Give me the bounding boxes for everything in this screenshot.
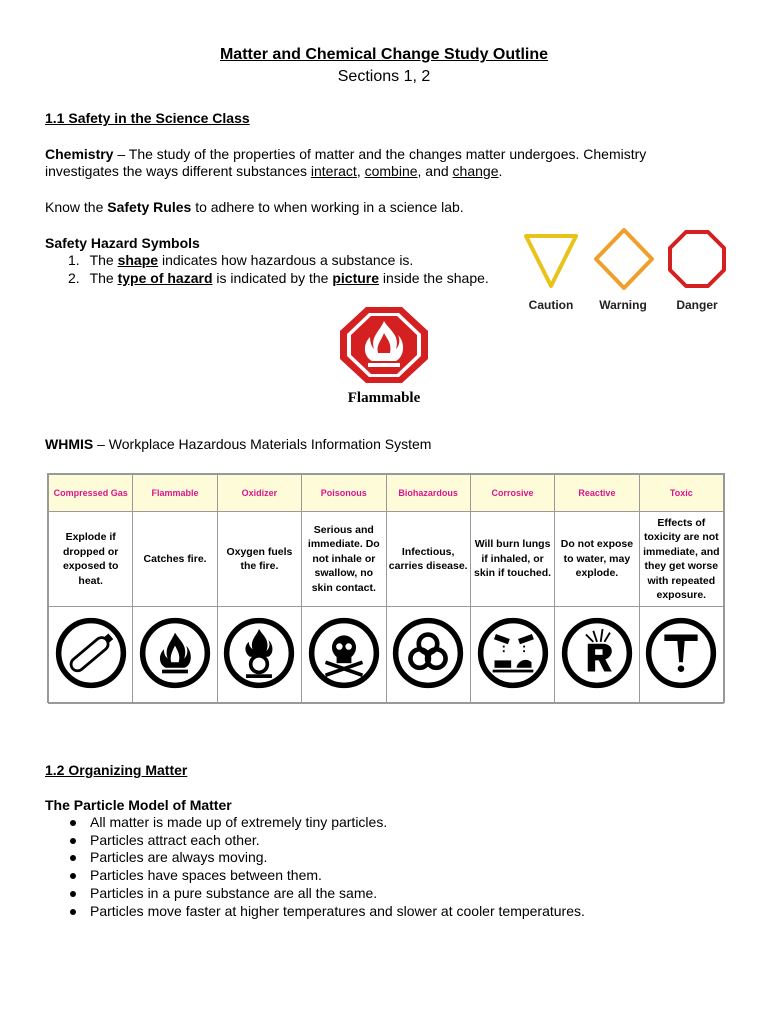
- whmis-header-row: [49, 475, 724, 512]
- section-1-1-heading: 1.1 Safety in the Science Class: [45, 110, 250, 126]
- whmis-icon-cell: [133, 607, 217, 704]
- comma: ,: [356, 163, 365, 179]
- section-1-2-heading: 1.2 Organizing Matter: [45, 762, 188, 778]
- hazard-shapes: [522, 228, 734, 292]
- gas-cylinder-icon: [54, 616, 128, 690]
- whmis-definition: – Workplace Hazardous Materials Information System: [93, 436, 432, 452]
- chemistry-def-2: investigates the ways different substances: [45, 163, 311, 179]
- item-text: indicates how hazardous a substance is.: [158, 252, 414, 268]
- know-prefix: Know the: [45, 199, 108, 215]
- whmis-header-cell: Biohazardous: [386, 475, 470, 512]
- word-interact: interact: [310, 163, 357, 179]
- whmis-description-cell: Oxygen fuels the fire.: [217, 512, 301, 607]
- page-subtitle: Sections 1, 2: [337, 68, 431, 85]
- warning-diamond-icon: [596, 230, 652, 288]
- biohazard-icon: [391, 616, 465, 690]
- whmis-description-cell: Explode if dropped or exposed to heat.: [49, 512, 133, 607]
- safety-rules-line: [45, 199, 464, 217]
- particle-model-list: [45, 814, 585, 920]
- page-title: Matter and Chemical Change Study Outline: [219, 46, 549, 63]
- whmis-header-cell: Toxic: [639, 475, 723, 512]
- caution-label: Caution: [528, 298, 574, 312]
- list-item: Particles move faster at higher temperatures and slower at cooler temperatures.: [45, 903, 585, 921]
- whmis-description-cell: Serious and immediate. Do not inhale or swallow, no skin contact.: [302, 512, 386, 607]
- whmis-header-cell: Flammable: [133, 475, 217, 512]
- hazard-list-item-2: [68, 270, 489, 288]
- toxic-t-icon: [644, 616, 718, 690]
- whmis-header-cell: Corrosive: [470, 475, 554, 512]
- whmis-header-cell: Compressed Gas: [49, 475, 133, 512]
- chemistry-def: – The study of the properties of matter and the changes matter undergoes. Chemistry: [113, 146, 647, 162]
- item-number: 2.: [68, 270, 80, 286]
- whmis-icon-cell: [470, 607, 554, 704]
- skull-crossbones-icon: [307, 616, 381, 690]
- list-item: Particles are always moving.: [45, 849, 585, 867]
- chemistry-definition-line-1: [45, 146, 646, 164]
- keyword-type-of-hazard: type of hazard: [117, 270, 213, 286]
- and-text: , and: [417, 163, 453, 179]
- danger-label: Danger: [676, 298, 718, 312]
- flammable-label: Flammable: [347, 390, 421, 406]
- whmis-description-cell: Catches fire.: [133, 512, 217, 607]
- item-number: 1.: [68, 252, 80, 268]
- item-text: The: [89, 252, 118, 268]
- word-combine: combine: [364, 163, 418, 179]
- item-text: is indicated by the: [212, 270, 333, 286]
- whmis-icon-cell: [386, 607, 470, 704]
- whmis-description-cell: Infectious, carries disease.: [386, 512, 470, 607]
- whmis-icon-cell: [555, 607, 639, 704]
- item-text: inside the shape.: [379, 270, 489, 286]
- flame-over-circle-icon: [222, 616, 296, 690]
- flame-icon: [138, 616, 212, 690]
- keyword-shape: shape: [117, 252, 159, 268]
- whmis-header-cell: Poisonous: [302, 475, 386, 512]
- whmis-line: [45, 436, 431, 454]
- whmis-header-cell: Reactive: [555, 475, 639, 512]
- whmis-icon-cell: [639, 607, 723, 704]
- word-change: change: [452, 163, 499, 179]
- list-item: Particles have spaces between them.: [45, 867, 585, 885]
- know-suffix: to adhere to when working in a science lab.: [191, 199, 464, 215]
- particle-model-heading: The Particle Model of Matter: [45, 797, 232, 813]
- whmis-icon-row: [49, 607, 724, 704]
- corrosive-icon: [476, 616, 550, 690]
- period: .: [498, 163, 503, 179]
- item-text: The: [89, 270, 118, 286]
- safety-rules: Safety Rules: [107, 199, 192, 215]
- whmis-header-cell: Oxidizer: [217, 475, 301, 512]
- hazard-list-item-1: [68, 252, 413, 270]
- keyword-picture: picture: [332, 270, 380, 286]
- chemistry-definition-line-2: [45, 163, 502, 181]
- whmis-icon-cell: [302, 607, 386, 704]
- list-item: Particles in a pure substance are all the same.: [45, 885, 585, 903]
- whmis-term: WHMIS: [45, 436, 94, 452]
- warning-label: Warning: [599, 298, 647, 312]
- flammable-octagon-icon: [338, 305, 430, 385]
- whmis-description-cell: Will burn lungs if inhaled, or skin if touched.: [470, 512, 554, 607]
- list-item: All matter is made up of extremely tiny particles.: [45, 814, 585, 832]
- whmis-description-row: [49, 512, 724, 607]
- list-item: Particles attract each other.: [45, 832, 585, 850]
- whmis-description-cell: Do not expose to water, may explode.: [555, 512, 639, 607]
- chemistry-term: Chemistry: [45, 146, 114, 162]
- danger-octagon-icon: [670, 232, 724, 286]
- safety-hazard-symbols-heading: Safety Hazard Symbols: [45, 235, 200, 251]
- whmis-icon-cell: [217, 607, 301, 704]
- caution-triangle-icon: [526, 236, 576, 286]
- whmis-description-cell: Effects of toxicity are not immediate, and they get worse with repeated exposure.: [639, 512, 723, 607]
- whmis-icon-cell: [49, 607, 133, 704]
- reactive-icon: [560, 616, 634, 690]
- whmis-table: [47, 473, 725, 703]
